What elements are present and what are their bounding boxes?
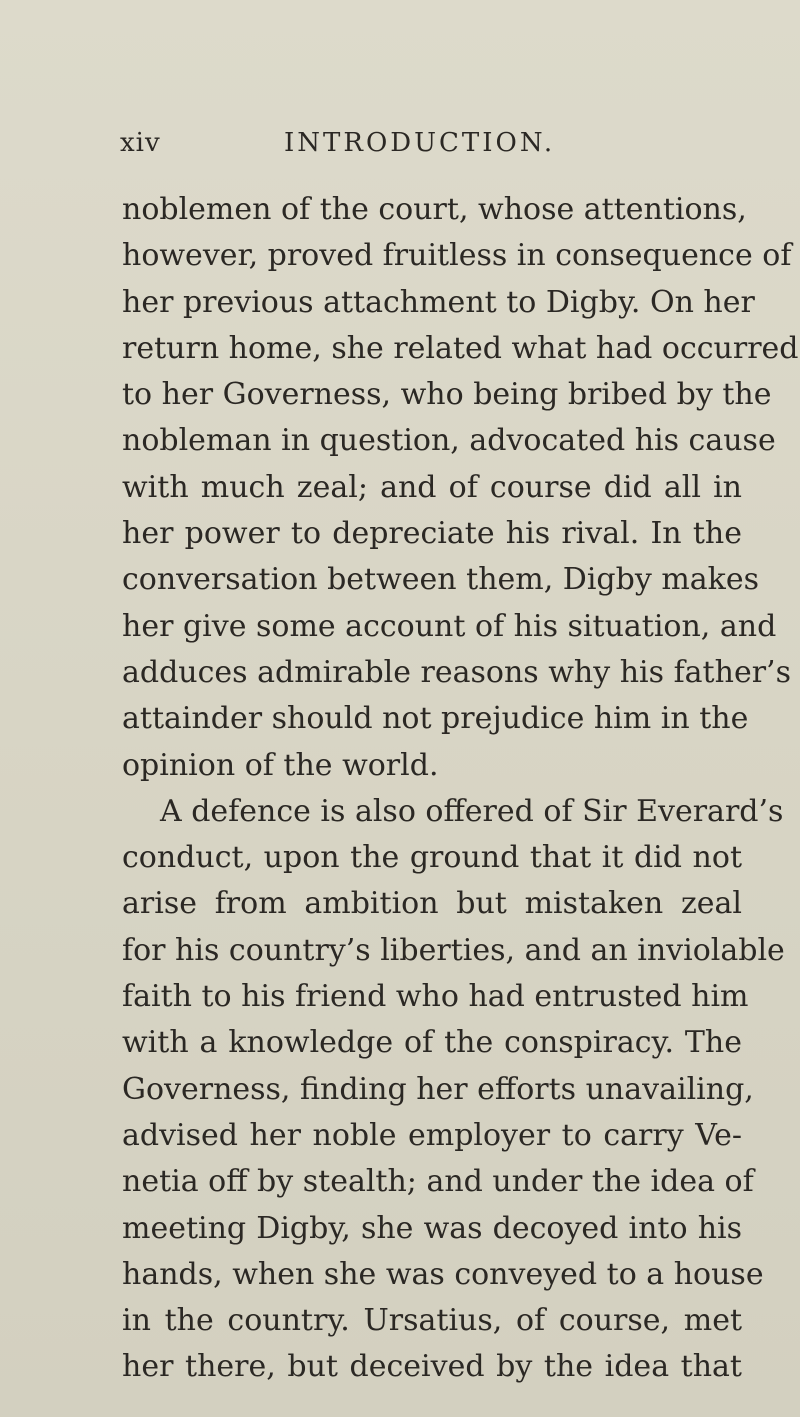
text-line: with much zeal; and of course did all in — [122, 469, 742, 505]
text-line: nobleman in question, advocated his cause — [122, 423, 776, 459]
text-line: adduces admirable reasons why his father’s — [122, 654, 791, 690]
text-line: for his country’s liberties, and an inviolable — [122, 932, 785, 968]
text-line: hands, when she was conveyed to a house — [122, 1256, 764, 1292]
text-line: Governess, finding her efforts unavailing, — [122, 1071, 754, 1107]
text-line: her previous attachment to Digby. On her — [122, 284, 755, 320]
text-line: noblemen of the court, whose attentions, — [122, 192, 747, 227]
text-line: her there, but deceived by the idea that — [122, 1349, 742, 1385]
page-number: xiv — [120, 128, 161, 158]
page-header — [120, 128, 740, 168]
text-line: A defence is also offered of Sir Everard’s — [160, 793, 784, 829]
text-line: opinion of the world. — [122, 747, 439, 783]
text-line: conversation between them, Digby makes — [122, 562, 759, 598]
text-line: conduct, upon the ground that it did not — [122, 840, 742, 876]
text-line: to her Governess, who being bribed by the — [122, 377, 772, 413]
text-line: meeting Digby, she was decoyed into his — [122, 1210, 742, 1246]
text-line: advised her noble employer to carry Ve- — [122, 1117, 742, 1153]
text-line: netia off by stealth; and under the idea of — [122, 1164, 754, 1200]
text-line: with a knowledge of the conspiracy. The — [122, 1025, 742, 1061]
running-head: INTRODUCTION. — [284, 128, 556, 158]
text-line: return home, she related what had occurred — [122, 330, 799, 366]
text-line: her power to depreciate his rival. In the — [122, 516, 742, 552]
text-line: attainder should not prejudice him in the — [122, 701, 749, 737]
text-line: however, proved fruitless in consequence of — [122, 238, 792, 274]
text-line: her give some account of his situation, and — [122, 608, 777, 644]
body-text — [122, 187, 799, 1391]
text-line: in the country. Ursatius, of course, met — [122, 1303, 742, 1339]
text-line: faith to his friend who had entrusted him — [122, 979, 749, 1015]
text-line: arise from ambition but mistaken zeal — [122, 886, 742, 922]
